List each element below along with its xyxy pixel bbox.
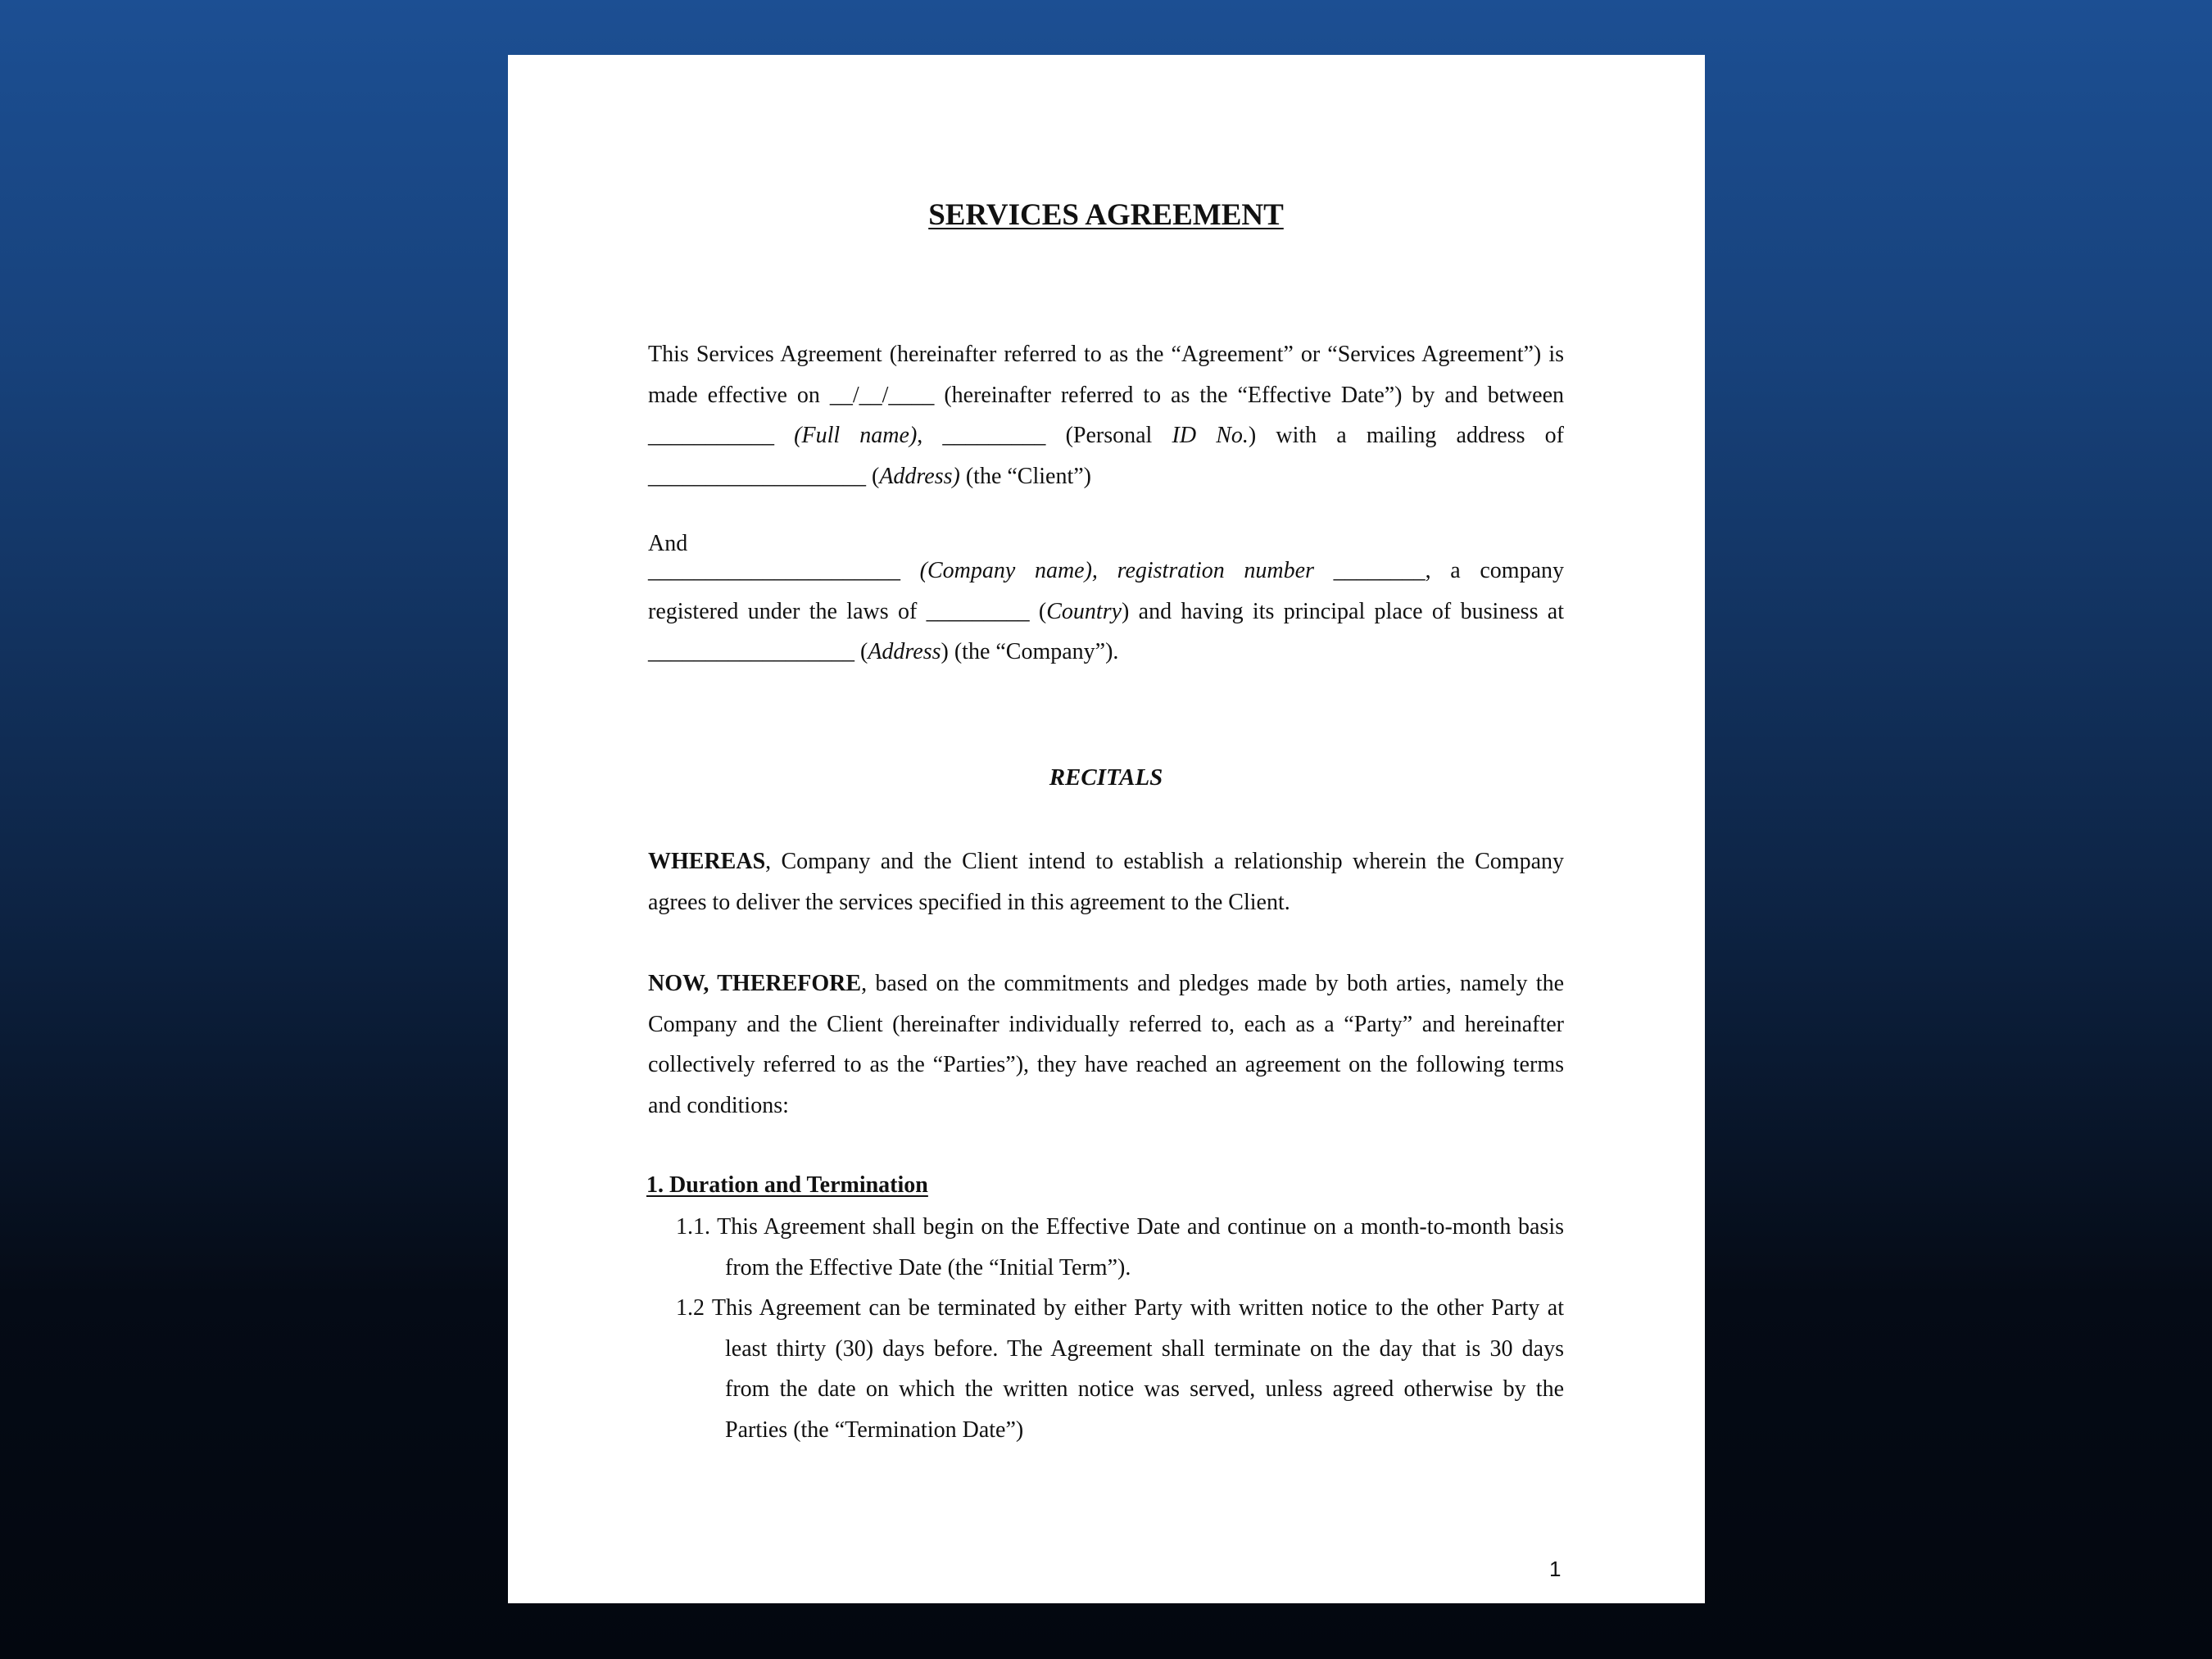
full-name-blank: ___________ xyxy=(648,423,795,448)
intro-line-1 xyxy=(648,334,1564,375)
whereas-text-1: , Company and the Client intend to establish a relationship wherein the Company xyxy=(765,849,1564,874)
clause-1-2 xyxy=(676,1288,1564,1450)
whereas-line-2 xyxy=(648,882,1564,923)
clause-1-1 xyxy=(676,1207,1564,1288)
id-no-label: ID No. xyxy=(1172,423,1249,448)
country-blank: registered under the laws of _________ ( xyxy=(648,598,1047,624)
intro-paragraph xyxy=(648,334,1564,496)
intro-line-2 xyxy=(648,375,1564,416)
company-label: ) (the “Company”). xyxy=(941,639,1119,664)
country-label: Country xyxy=(1046,598,1122,624)
intro-text-1: This Services Agreement (hereinafter referred to as the “Agreement” or “Services Agreement”) is xyxy=(648,342,1564,367)
clause-1-1-line-1 xyxy=(676,1207,1564,1248)
now-therefore-paragraph xyxy=(648,963,1564,1126)
now-therefore-text-3: collectively referred to as the “Parties”), they have reached an agreement on the following terms xyxy=(648,1052,1564,1077)
clause-1-2-line-4 xyxy=(725,1410,1564,1451)
client-label: (the “Client”) xyxy=(959,463,1091,489)
now-therefore-line-2 xyxy=(648,1004,1564,1045)
now-therefore-text-1: , based on the commitments and pledges made by both arties, namely the xyxy=(861,971,1565,996)
whereas-paragraph xyxy=(648,841,1564,922)
company-paragraph xyxy=(648,551,1564,673)
section-1-heading: 1. Duration and Termination xyxy=(646,1172,928,1198)
now-therefore-text-4: and conditions: xyxy=(648,1092,789,1118)
now-therefore-line-3 xyxy=(648,1045,1564,1086)
effective-date-blank: __/__/____ xyxy=(829,382,935,408)
intro-text-2b: (hereinafter referred to as the “Effective Date”) by and between xyxy=(934,382,1565,408)
clause-1-2-text-3: from the date on which the written notice was served, unless agreed otherwise by the xyxy=(725,1376,1564,1402)
now-therefore-lead: NOW, THEREFORE xyxy=(648,971,862,996)
document-title: SERVICES AGREEMENT xyxy=(928,198,1284,232)
clause-1-2-text-1: 1.2 This Agreement can be terminated by either Party with written notice to the other Party at xyxy=(676,1295,1564,1321)
company-name-label: (Company name), registration number xyxy=(919,558,1314,583)
now-therefore-text-2: Company and the Client (hereinafter individually referred to, each as a “Party” and hereinafter xyxy=(648,1011,1564,1037)
clause-1-1-line-2 xyxy=(725,1248,1564,1289)
document-page xyxy=(508,55,1705,1603)
clause-1-2-line-1 xyxy=(676,1288,1564,1329)
company-address-label: Address xyxy=(868,639,941,664)
clause-1-2-line-2 xyxy=(725,1329,1564,1370)
clause-1-1-text-1: 1.1. This Agreement shall begin on the Effective Date and continue on a month-to-month basis xyxy=(676,1214,1564,1240)
company-address-blank: __________________ ( xyxy=(648,639,868,664)
registration-number-blank: ________, a company xyxy=(1313,558,1565,583)
company-line-3 xyxy=(648,632,1564,673)
whereas-text-2: agrees to deliver the services specified in this agreement to the Client. xyxy=(648,889,1290,915)
company-text-2b: ) and having its principal place of business at xyxy=(1122,598,1564,624)
page-number: 1 xyxy=(1549,1557,1562,1581)
intro-line-3 xyxy=(648,415,1564,456)
clause-1-1-text-2: from the Effective Date (the “Initial Term”). xyxy=(725,1254,1131,1281)
company-name-blank: ______________________ xyxy=(648,558,920,583)
recitals-heading: RECITALS xyxy=(1049,764,1163,791)
company-line-1 xyxy=(648,551,1564,592)
clause-1-2-line-3 xyxy=(725,1369,1564,1410)
clause-1-2-text-4: Parties (the “Termination Date”) xyxy=(725,1416,1024,1443)
intro-text-3c: ) with a mailing address of xyxy=(1248,423,1565,448)
whereas-line-1 xyxy=(648,841,1564,882)
whereas-lead: WHEREAS xyxy=(648,849,766,874)
and-label: And xyxy=(648,531,688,556)
now-therefore-line-4 xyxy=(648,1086,1564,1126)
address-label: Address) xyxy=(879,463,960,489)
now-therefore-line-1 xyxy=(648,963,1564,1004)
intro-text-3b: , _________ (Personal xyxy=(917,423,1172,448)
intro-line-4 xyxy=(648,456,1564,497)
address-blank: ___________________ ( xyxy=(648,463,880,489)
clause-1-2-text-2: least thirty (30) days before. The Agreement shall terminate on the day that is 30 days xyxy=(725,1335,1564,1362)
company-line-2 xyxy=(648,592,1564,632)
full-name-label: (Full name) xyxy=(794,423,918,448)
intro-text-2a: made effective on xyxy=(648,382,830,408)
